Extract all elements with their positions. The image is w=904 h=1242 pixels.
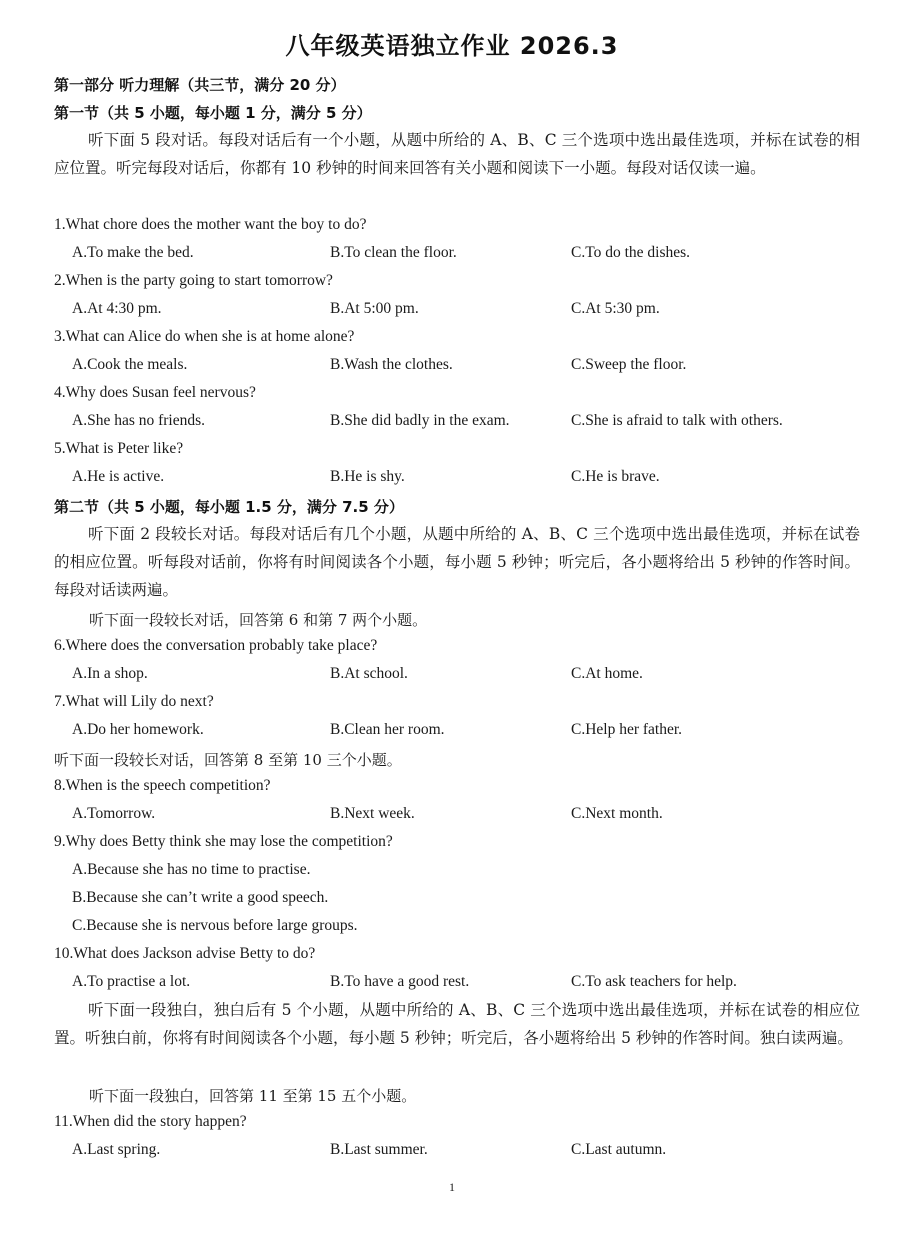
- q6-option-c[interactable]: C.At home.: [571, 665, 643, 682]
- q9-option-c[interactable]: C.Because she is nervous before large groups.: [72, 917, 358, 934]
- part1-heading: 第一部分 听力理解（共三节，满分 20 分）: [54, 76, 346, 94]
- q8-option-b[interactable]: B.Next week.: [330, 805, 415, 822]
- q4-option-c[interactable]: C.She is afraid to talk with others.: [571, 412, 783, 429]
- question-2: 2.When is the party going to start tomorrow?: [54, 272, 333, 289]
- q6-option-a[interactable]: A.In a shop.: [72, 665, 148, 682]
- question-9: 9.Why does Betty think she may lose the competition?: [54, 833, 393, 850]
- q11-option-b[interactable]: B.Last summer.: [330, 1141, 428, 1158]
- q7-option-a[interactable]: A.Do her homework.: [72, 721, 204, 738]
- q11-option-c[interactable]: C.Last autumn.: [571, 1141, 667, 1158]
- section2-instruction: 听下面 2 段较长对话。每段对话后有几个小题，从题中所给的 A、B、C 三个选项中选出最佳选项，并标在试卷的相应位置。听每段对话前，你将有时间阅读各个小题，每小题 5 秒钟；听完后，各小题将给出 5 秒钟的作答时间。每段对话读两遍。: [54, 525, 860, 599]
- q2-option-a[interactable]: A.At 4:30 pm.: [72, 300, 162, 317]
- question-3: 3.What can Alice do when she is at home alone?: [54, 328, 355, 345]
- q1-option-a[interactable]: A.To make the bed.: [72, 244, 194, 261]
- q9-option-b[interactable]: B.Because she can’t write a good speech.: [72, 889, 329, 906]
- q3-option-c[interactable]: C.Sweep the floor.: [571, 356, 687, 373]
- q6-option-b[interactable]: B.At school.: [330, 665, 408, 682]
- section1-heading: 第一节（共 5 小题，每小题 1 分，满分 5 分）: [54, 104, 372, 122]
- q2-option-b[interactable]: B.At 5:00 pm.: [330, 300, 419, 317]
- page-number: 1: [449, 1180, 455, 1194]
- question-7: 7.What will Lily do next?: [54, 693, 214, 710]
- q4-option-a[interactable]: A.She has no friends.: [72, 412, 206, 429]
- q3-option-a[interactable]: A.Cook the meals.: [72, 356, 188, 373]
- question-1: 1.What chore does the mother want the boy to do?: [54, 216, 367, 233]
- question-11: 11.When did the story happen?: [54, 1113, 247, 1130]
- question-5: 5.What is Peter like?: [54, 440, 184, 457]
- q5-option-b[interactable]: B.He is shy.: [330, 468, 405, 485]
- question-8: 8.When is the speech competition?: [54, 777, 271, 794]
- q11-option-a[interactable]: A.Last spring.: [72, 1141, 161, 1158]
- section1-instruction: 听下面 5 段对话。每段对话后有一个小题，从题中所给的 A、B、C 三个选项中选出最佳选项，并标在试卷的相应位置。听完每段对话后，你都有 10 秒钟的时间来回答有关小题和阅读下一小题。每段对话仅读一遍。: [54, 131, 860, 177]
- q7-option-c[interactable]: C.Help her father.: [571, 721, 683, 738]
- section2-note-1: 听下面一段较长对话，回答第 6 和第 7 两个小题。: [89, 611, 428, 629]
- q2-option-c[interactable]: C.At 5:30 pm.: [571, 300, 660, 317]
- q10-option-b[interactable]: B.To have a good rest.: [330, 973, 470, 990]
- question-10: 10.What does Jackson advise Betty to do?: [54, 945, 316, 962]
- section3-note: 听下面一段独白，回答第 11 至第 15 五个小题。: [89, 1087, 417, 1105]
- q7-option-b[interactable]: B.Clean her room.: [330, 721, 445, 738]
- q1-option-c[interactable]: C.To do the dishes.: [571, 244, 691, 261]
- q5-option-a[interactable]: A.He is active.: [72, 468, 165, 485]
- q8-option-c[interactable]: C.Next month.: [571, 805, 663, 822]
- section3-instruction: 听下面一段独白，独白后有 5 个小题，从题中所给的 A、B、C 三个选项中选出最佳选项，并标在试卷的相应位置。听独白前，你将有时间阅读各个小题，每小题 5 秒钟；听完后，各小题将给出 5 秒钟的作答时间。独白读两遍。: [54, 1001, 860, 1047]
- q3-option-b[interactable]: B.Wash the clothes.: [330, 356, 453, 373]
- q9-option-a[interactable]: A.Because she has no time to practise.: [72, 861, 311, 878]
- section2-heading: 第二节（共 5 小题，每小题 1.5 分，满分 7.5 分）: [54, 498, 404, 516]
- question-6: 6.Where does the conversation probably take place?: [54, 637, 378, 654]
- q8-option-a[interactable]: A.Tomorrow.: [72, 805, 156, 822]
- q5-option-c[interactable]: C.He is brave.: [571, 468, 660, 485]
- q4-option-b[interactable]: B.She did badly in the exam.: [330, 412, 510, 429]
- q10-option-c[interactable]: C.To ask teachers for help.: [571, 973, 737, 990]
- page-title: 八年级英语独立作业 2026.3: [285, 32, 619, 60]
- section2-note-2: 听下面一段较长对话，回答第 8 至第 10 三个小题。: [54, 751, 402, 769]
- q1-option-b[interactable]: B.To clean the floor.: [330, 244, 457, 261]
- question-4: 4.Why does Susan feel nervous?: [54, 384, 256, 401]
- q10-option-a[interactable]: A.To practise a lot.: [72, 973, 191, 990]
